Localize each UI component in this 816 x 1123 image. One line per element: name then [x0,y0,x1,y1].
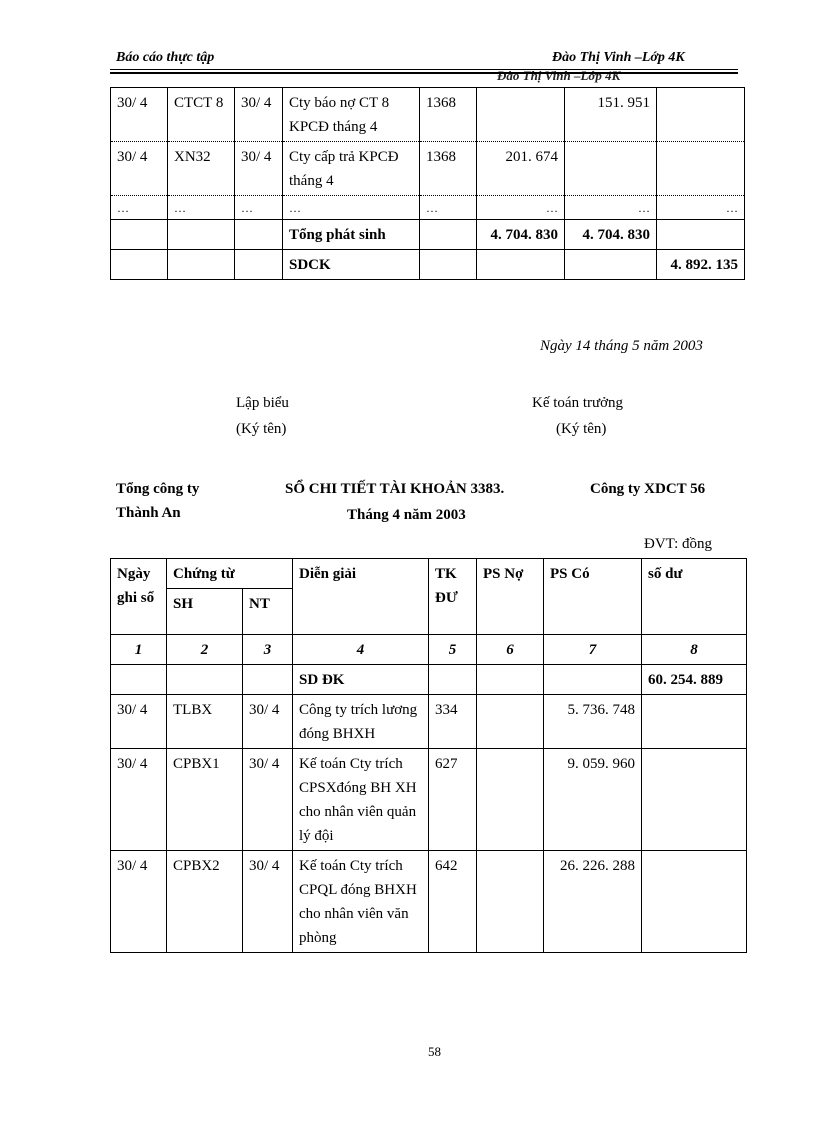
report-header-left: Báo cáo thực tập [116,50,215,65]
ledger-3383-table [110,558,747,953]
table-row [111,695,747,749]
cell-nt: 30/ 4 [235,88,283,142]
header-credit: PS Có [544,559,642,635]
cell-debit: 201. 674 [477,142,565,196]
total-label: Tổng phát sinh [283,220,420,250]
cell-desc: … [283,196,420,220]
cell-tk: 1368 [420,88,477,142]
table-row [111,88,745,142]
cell-credit: 151. 951 [565,88,657,142]
chief-accountant-title: Kế toán trưởng [532,395,624,411]
cell-desc: Cty cấp trả KPCĐ tháng 4 [283,142,420,196]
cell-nt: … [235,196,283,220]
closing-balance: 4. 892. 135 [657,250,745,280]
opening-balance-row [111,665,747,695]
page-number: 58 [428,1044,441,1059]
cell-desc: Kế toán Cty trích CPSXđóng BH XH cho nhân viên quản lý đội [293,749,429,851]
cell-nt: 30/ 4 [243,749,293,851]
cell-debit: … [477,196,565,220]
index-cell: 8 [642,635,747,665]
cell-date: … [111,196,168,220]
header-sh: SH [167,589,243,635]
cell-balance [657,142,745,196]
closing-label: SDCK [283,250,420,280]
table-row [111,142,745,196]
report-header-ghost: Đào Thị Vinh –Lớp 4K [497,68,621,83]
header-balance: số dư [642,559,747,635]
cell-balance: … [657,196,745,220]
cell-balance [642,851,747,953]
cell-credit: 9. 059. 960 [544,749,642,851]
cell-debit [477,851,544,953]
cell-debit [477,749,544,851]
header-tk: TK ĐƯ [429,559,477,635]
cell-sh: XN32 [168,142,235,196]
cell-tk: … [420,196,477,220]
closing-balance-row [111,250,745,280]
header-row [111,559,747,589]
header-voucher: Chứng từ [167,559,293,589]
cell-sh: CPBX2 [167,851,243,953]
preparer-sign: (Ký tên) [236,421,287,437]
preparer-title: Lập biểu [236,395,289,411]
org-name-line2: Thành An [116,505,181,521]
cell-nt: 30/ 4 [243,851,293,953]
cell-credit [565,142,657,196]
cell-sh: CPBX1 [167,749,243,851]
header-desc: Diễn giải [293,559,429,635]
chief-accountant-sign: (Ký tên) [556,421,607,437]
total-row [111,220,745,250]
cell-sh: TLBX [167,695,243,749]
index-cell: 3 [243,635,293,665]
header-date: Ngày ghi sổ [111,559,167,635]
cell-debit [477,88,565,142]
header-rule [110,69,738,70]
report-date: Ngày 14 tháng 5 năm 2003 [540,338,703,354]
cell-nt: 30/ 4 [235,142,283,196]
report-header-right: Đào Thị Vinh –Lớp 4K [552,50,685,65]
ledger-title: SỔ CHI TIẾT TÀI KHOẢN 3383. [285,481,505,497]
total-debit: 4. 704. 830 [477,220,565,250]
currency-unit: ĐVT: đồng [644,536,712,552]
cell-desc: Cty báo nợ CT 8 KPCĐ tháng 4 [283,88,420,142]
index-cell: 5 [429,635,477,665]
cell-date: 30/ 4 [111,142,168,196]
cell-nt: 30/ 4 [243,695,293,749]
cell-credit: … [565,196,657,220]
header-nt: NT [243,589,293,635]
cell-desc: Kế toán Cty trích CPQL đóng BHXH cho nhân viên văn phòng [293,851,429,953]
cell-date: 30/ 4 [111,695,167,749]
index-cell: 1 [111,635,167,665]
index-cell: 2 [167,635,243,665]
index-cell: 7 [544,635,642,665]
opening-label: SD ĐK [293,665,429,695]
header-rule-thick [110,72,738,74]
cell-date: 30/ 4 [111,88,168,142]
cell-debit [477,695,544,749]
index-cell: 4 [293,635,429,665]
account-detail-table-continued [110,87,745,280]
table-row [111,749,747,851]
cell-balance [642,749,747,851]
cell-tk: 627 [429,749,477,851]
cell-balance [642,695,747,749]
cell-tk: 1368 [420,142,477,196]
cell-balance [657,88,745,142]
header-debit: PS Nợ [477,559,544,635]
cell-sh: … [168,196,235,220]
opening-balance: 60. 254. 889 [642,665,747,695]
total-credit: 4. 704. 830 [565,220,657,250]
ledger-month: Tháng 4 năm 2003 [347,507,466,523]
org-name-line1: Tổng công ty [116,481,200,497]
table-row-ellipsis [111,196,745,220]
index-row [111,635,747,665]
cell-desc: Công ty trích lương đóng BHXH [293,695,429,749]
cell-credit: 26. 226. 288 [544,851,642,953]
cell-date: 30/ 4 [111,749,167,851]
table-row [111,851,747,953]
company-name: Công ty XDCT 56 [590,481,706,497]
cell-tk: 334 [429,695,477,749]
cell-date: 30/ 4 [111,851,167,953]
cell-sh: CTCT 8 [168,88,235,142]
index-cell: 6 [477,635,544,665]
cell-credit: 5. 736. 748 [544,695,642,749]
cell-tk: 642 [429,851,477,953]
